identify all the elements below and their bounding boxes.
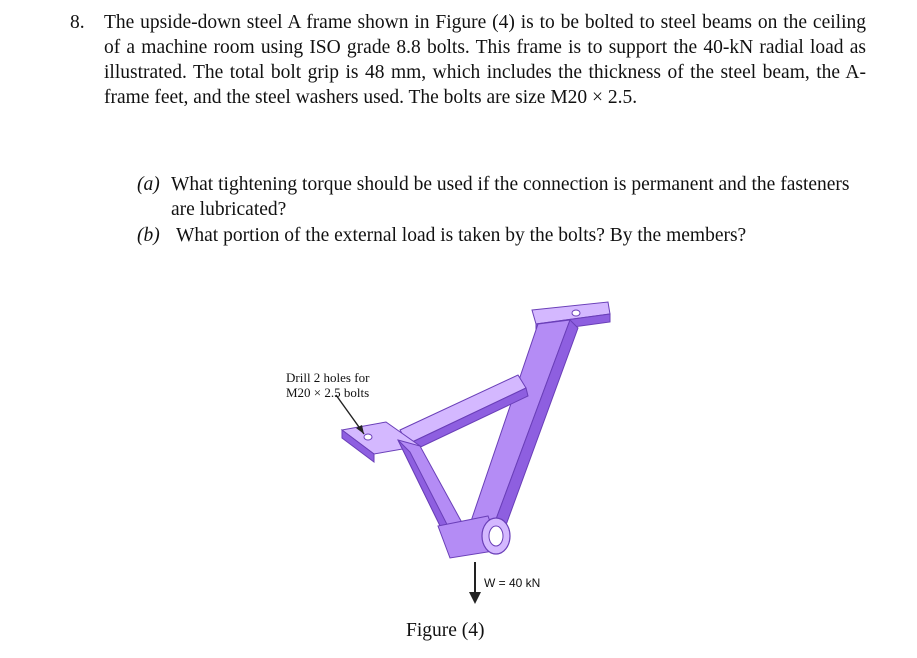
question-a-text: What tightening torque should be used if the connection is permanent and the fasteners are lubricated? [171,174,850,220]
drill-note-line1: Drill 2 holes for [286,370,370,385]
figure-caption: Figure (4) [406,620,485,641]
question-b-text: What portion of the external load is taken by the bolts? By the members? [176,225,747,246]
a-frame-illustration [270,280,630,610]
load-arrow-head [469,592,481,604]
drill-note-line2: M20 × 2.5 bolts [286,385,370,400]
left-bolt-hole [364,434,372,440]
drill-note [286,370,406,400]
a-frame-figure [270,280,630,610]
right-bolt-hole [572,310,580,316]
load-label: W = 40 kN [484,576,541,590]
problem-text: The upside-down steel A frame shown in Figure (4) is to be bolted to steel beams on the ceiling of a machine room using ISO grade 8.8 bolts. This frame is to support the 40-kN radial load as illustrated. The total bolt grip is 48 mm, which includes the thickness of the steel beam, the A-frame feet, and the steel washers used. The bolts are size M20 × 2.5. [104,12,866,108]
right-leg [468,320,570,530]
problem-number: 8. [70,12,85,33]
question-a-label: (a) [137,174,160,195]
question-b-label: (b) [137,225,160,246]
